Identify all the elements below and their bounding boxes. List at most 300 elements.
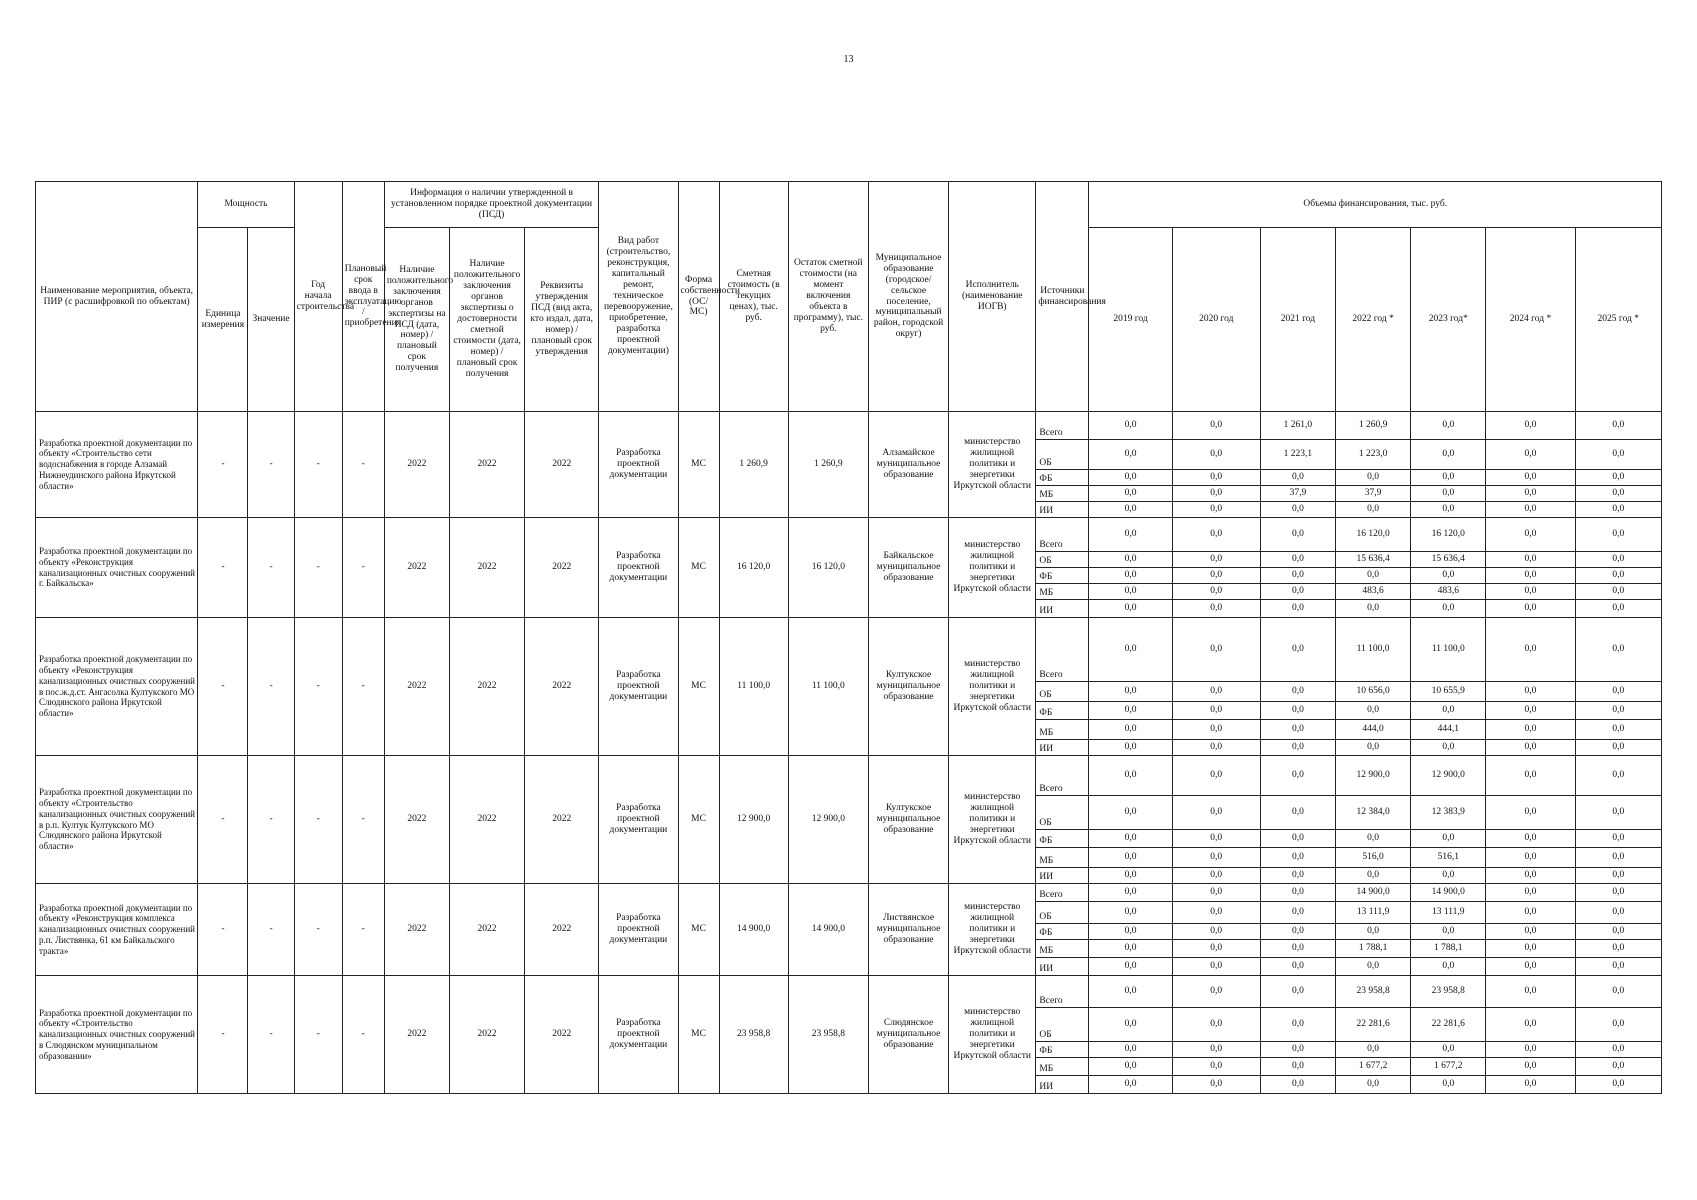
page-number: 13 <box>843 54 854 65</box>
financing-value: 0,0 <box>1575 830 1661 848</box>
financing-value: 0,0 <box>1089 486 1172 502</box>
financing-value: 0,0 <box>1172 1008 1260 1042</box>
financing-value: 0,0 <box>1089 470 1172 486</box>
financing-value: 0,0 <box>1089 740 1172 756</box>
capacity-unit: - <box>198 884 248 976</box>
psd-approval: 2022 <box>525 976 599 1094</box>
financing-value: 0,0 <box>1575 552 1661 568</box>
financing-value: 0,0 <box>1486 518 1575 552</box>
financing-value: 0,0 <box>1260 584 1335 600</box>
header-year-2021: 2021 год <box>1260 228 1335 412</box>
financing-value: 22 281,6 <box>1411 1008 1486 1042</box>
financing-value: 0,0 <box>1260 884 1335 902</box>
estimate-cost: 1 260,9 <box>719 412 788 518</box>
header-estimate-cost: Сметная стоимость (в текущих ценах), тыс. руб. <box>719 182 788 412</box>
header-psd-estimate: Наличие положительного заключения органов экспертизы о достоверности сметной стоимости (дата, номер) / плановый срок получения <box>449 228 524 412</box>
table-row <box>36 756 1662 796</box>
financing-value: 0,0 <box>1172 924 1260 940</box>
remaining-cost: 12 900,0 <box>788 756 868 884</box>
planned-term: - <box>342 884 384 976</box>
financing-value: 0,0 <box>1172 470 1260 486</box>
financing-value: 0,0 <box>1172 682 1260 702</box>
financing-value: 0,0 <box>1411 568 1486 584</box>
remaining-cost: 14 900,0 <box>788 884 868 976</box>
financing-value: 12 900,0 <box>1336 756 1411 796</box>
financing-value: 0,0 <box>1575 868 1661 884</box>
funding-source: ИИ <box>1036 1076 1089 1094</box>
header-year-2022: 2022 год * <box>1336 228 1411 412</box>
financing-value: 0,0 <box>1089 552 1172 568</box>
financing-table <box>35 181 1662 1094</box>
financing-value: 0,0 <box>1486 412 1575 440</box>
capacity-value: - <box>248 756 294 884</box>
financing-value: 0,0 <box>1260 796 1335 830</box>
financing-value: 0,0 <box>1260 720 1335 740</box>
financing-value: 0,0 <box>1260 552 1335 568</box>
header-year-2019: 2019 год <box>1089 228 1172 412</box>
ownership: МС <box>678 412 719 518</box>
header-year-2020: 2020 год <box>1172 228 1260 412</box>
financing-value: 0,0 <box>1575 976 1661 1008</box>
financing-value: 0,0 <box>1260 940 1335 958</box>
header-remaining-cost: Остаток сметной стоимости (на момент включения объекта в программу), тыс. руб. <box>788 182 868 412</box>
financing-value: 0,0 <box>1172 1058 1260 1076</box>
financing-value: 516,0 <box>1336 848 1411 868</box>
financing-value: 0,0 <box>1486 940 1575 958</box>
financing-value: 0,0 <box>1575 486 1661 502</box>
financing-value: 0,0 <box>1089 584 1172 600</box>
table-row <box>36 976 1662 1008</box>
financing-value: 0,0 <box>1260 868 1335 884</box>
financing-value: 13 111,9 <box>1336 902 1411 924</box>
financing-value: 0,0 <box>1172 1076 1260 1094</box>
header-source: Источники финансирования <box>1036 182 1089 412</box>
funding-source: ФБ <box>1036 568 1089 584</box>
funding-source: ФБ <box>1036 470 1089 486</box>
start-year: - <box>294 756 342 884</box>
financing-value: 0,0 <box>1486 720 1575 740</box>
municipality: Листвянское муниципальное образование <box>868 884 948 976</box>
financing-value: 0,0 <box>1260 958 1335 976</box>
financing-value: 0,0 <box>1486 884 1575 902</box>
financing-value: 0,0 <box>1089 940 1172 958</box>
financing-value: 0,0 <box>1172 502 1260 518</box>
psd-estimate: 2022 <box>449 884 524 976</box>
planned-term: - <box>342 976 384 1094</box>
estimate-cost: 11 100,0 <box>719 618 788 756</box>
funding-source: Всего <box>1036 618 1089 682</box>
financing-value: 10 656,0 <box>1336 682 1411 702</box>
funding-source: ОБ <box>1036 552 1089 568</box>
table-body <box>36 412 1662 1094</box>
remaining-cost: 16 120,0 <box>788 518 868 618</box>
project-name: Разработка проектной документации по объекту «Реконструкция канализационных очистных сооружений в пос.ж.д.ст. Ангасолка Култукского МО Слюдянского района Иркутской области» <box>36 618 198 756</box>
financing-value: 0,0 <box>1172 702 1260 720</box>
financing-value: 0,0 <box>1089 868 1172 884</box>
capacity-value: - <box>248 518 294 618</box>
financing-value: 0,0 <box>1411 486 1486 502</box>
financing-value: 0,0 <box>1575 756 1661 796</box>
capacity-value: - <box>248 976 294 1094</box>
planned-term: - <box>342 518 384 618</box>
financing-value: 0,0 <box>1089 412 1172 440</box>
financing-value: 0,0 <box>1336 924 1411 940</box>
header-psd-approval: Реквизиты утверждения ПСД (вид акта, кто издал, дата, номер) / плановый срок утверждения <box>525 228 599 412</box>
table-row <box>36 412 1662 440</box>
financing-value: 0,0 <box>1089 924 1172 940</box>
financing-value: 0,0 <box>1260 1008 1335 1042</box>
work-type: Разработка проектной документации <box>599 518 678 618</box>
psd-expertise: 2022 <box>384 976 449 1094</box>
financing-value: 0,0 <box>1411 868 1486 884</box>
financing-value: 0,0 <box>1575 1042 1661 1058</box>
ownership: МС <box>678 884 719 976</box>
financing-value: 0,0 <box>1575 568 1661 584</box>
financing-value: 0,0 <box>1575 618 1661 682</box>
financing-value: 483,6 <box>1411 584 1486 600</box>
executor: министерство жилищной политики и энергетики Иркутской области <box>949 412 1036 518</box>
funding-source: ИИ <box>1036 868 1089 884</box>
estimate-cost: 23 958,8 <box>719 976 788 1094</box>
funding-source: ОБ <box>1036 440 1089 470</box>
financing-value: 0,0 <box>1336 470 1411 486</box>
financing-value: 16 120,0 <box>1411 518 1486 552</box>
start-year: - <box>294 976 342 1094</box>
financing-value: 0,0 <box>1411 600 1486 618</box>
start-year: - <box>294 412 342 518</box>
financing-value: 37,9 <box>1260 486 1335 502</box>
financing-value: 11 100,0 <box>1411 618 1486 682</box>
financing-value: 0,0 <box>1336 740 1411 756</box>
funding-source: Всего <box>1036 976 1089 1008</box>
financing-value: 0,0 <box>1172 440 1260 470</box>
header-year-2023: 2023 год* <box>1411 228 1486 412</box>
financing-value: 0,0 <box>1260 1058 1335 1076</box>
financing-value: 0,0 <box>1336 1076 1411 1094</box>
remaining-cost: 1 260,9 <box>788 412 868 518</box>
executor: министерство жилищной политики и энергетики Иркутской области <box>949 518 1036 618</box>
header-ownership: Форма собственности (ОС/МС) <box>678 182 719 412</box>
funding-source: МБ <box>1036 720 1089 740</box>
ownership: МС <box>678 518 719 618</box>
funding-source: ОБ <box>1036 1008 1089 1042</box>
financing-value: 0,0 <box>1411 1042 1486 1058</box>
municipality: Култукское муниципальное образование <box>868 756 948 884</box>
financing-value: 0,0 <box>1486 702 1575 720</box>
financing-value: 0,0 <box>1336 702 1411 720</box>
psd-approval: 2022 <box>525 756 599 884</box>
financing-value: 0,0 <box>1260 976 1335 1008</box>
psd-expertise: 2022 <box>384 884 449 976</box>
financing-value: 0,0 <box>1486 600 1575 618</box>
financing-value: 0,0 <box>1172 568 1260 584</box>
planned-term: - <box>342 618 384 756</box>
financing-value: 0,0 <box>1486 1058 1575 1076</box>
financing-value: 0,0 <box>1260 740 1335 756</box>
financing-value: 0,0 <box>1172 796 1260 830</box>
financing-value: 10 655,9 <box>1411 682 1486 702</box>
funding-source: ИИ <box>1036 502 1089 518</box>
capacity-unit: - <box>198 412 248 518</box>
funding-source: МБ <box>1036 486 1089 502</box>
financing-value: 0,0 <box>1260 568 1335 584</box>
financing-value: 0,0 <box>1089 1008 1172 1042</box>
financing-value: 0,0 <box>1575 502 1661 518</box>
financing-value: 0,0 <box>1575 884 1661 902</box>
municipality: Алзамайское муниципальное образование <box>868 412 948 518</box>
financing-value: 0,0 <box>1260 600 1335 618</box>
financing-value: 444,0 <box>1336 720 1411 740</box>
estimate-cost: 14 900,0 <box>719 884 788 976</box>
financing-value: 0,0 <box>1575 440 1661 470</box>
capacity-unit: - <box>198 756 248 884</box>
financing-value: 0,0 <box>1172 618 1260 682</box>
financing-value: 0,0 <box>1411 440 1486 470</box>
financing-value: 0,0 <box>1411 412 1486 440</box>
financing-value: 0,0 <box>1411 702 1486 720</box>
executor: министерство жилищной политики и энергетики Иркутской области <box>949 976 1036 1094</box>
financing-value: 0,0 <box>1260 1042 1335 1058</box>
header-work-type: Вид работ (строительство, реконструкция, капитальный ремонт, техническое перевооружение, приобретение, разработка проектной документации) <box>599 182 678 412</box>
financing-value: 0,0 <box>1575 1076 1661 1094</box>
capacity-unit: - <box>198 618 248 756</box>
psd-expertise: 2022 <box>384 756 449 884</box>
financing-value: 0,0 <box>1486 552 1575 568</box>
financing-value: 0,0 <box>1411 958 1486 976</box>
financing-value: 0,0 <box>1089 600 1172 618</box>
project-name: Разработка проектной документации по объекту «Реконструкция комплекса канализационных очистных сооружений р.п. Листвянка, 61 км Байкальского тракта» <box>36 884 198 976</box>
financing-value: 11 100,0 <box>1336 618 1411 682</box>
start-year: - <box>294 884 342 976</box>
financing-value: 0,0 <box>1172 940 1260 958</box>
financing-value: 0,0 <box>1486 1076 1575 1094</box>
municipality: Слюдянское муниципальное образование <box>868 976 948 1094</box>
financing-value: 0,0 <box>1172 412 1260 440</box>
funding-source: ИИ <box>1036 958 1089 976</box>
funding-source: ФБ <box>1036 830 1089 848</box>
financing-value: 0,0 <box>1089 796 1172 830</box>
financing-value: 0,0 <box>1260 518 1335 552</box>
financing-value: 0,0 <box>1260 848 1335 868</box>
financing-value: 0,0 <box>1089 848 1172 868</box>
financing-value: 0,0 <box>1172 600 1260 618</box>
financing-value: 0,0 <box>1575 682 1661 702</box>
header-start-year: Год начала строительства <box>294 182 342 412</box>
financing-value: 0,0 <box>1260 924 1335 940</box>
header-year-2025: 2025 год * <box>1575 228 1661 412</box>
work-type: Разработка проектной документации <box>599 618 678 756</box>
financing-value: 0,0 <box>1336 502 1411 518</box>
financing-value: 0,0 <box>1172 1042 1260 1058</box>
remaining-cost: 23 958,8 <box>788 976 868 1094</box>
psd-expertise: 2022 <box>384 412 449 518</box>
funding-source: МБ <box>1036 940 1089 958</box>
financing-value: 0,0 <box>1575 412 1661 440</box>
financing-value: 0,0 <box>1089 884 1172 902</box>
psd-approval: 2022 <box>525 412 599 518</box>
financing-value: 0,0 <box>1260 1076 1335 1094</box>
project-name: Разработка проектной документации по объекту «Строительство сети водоснабжения в городе Алзамай Нижнеудинского района Иркутской области» <box>36 412 198 518</box>
work-type: Разработка проектной документации <box>599 884 678 976</box>
funding-source: Всего <box>1036 412 1089 440</box>
executor: министерство жилищной политики и энергетики Иркутской области <box>949 618 1036 756</box>
financing-value: 0,0 <box>1486 796 1575 830</box>
start-year: - <box>294 618 342 756</box>
capacity-value: - <box>248 412 294 518</box>
financing-value: 0,0 <box>1260 618 1335 682</box>
ownership: МС <box>678 976 719 1094</box>
table-row <box>36 518 1662 552</box>
financing-value: 0,0 <box>1089 518 1172 552</box>
financing-value: 0,0 <box>1089 502 1172 518</box>
financing-value: 516,1 <box>1411 848 1486 868</box>
financing-value: 444,1 <box>1411 720 1486 740</box>
financing-value: 0,0 <box>1486 618 1575 682</box>
psd-expertise: 2022 <box>384 518 449 618</box>
financing-value: 0,0 <box>1172 518 1260 552</box>
financing-value: 0,0 <box>1575 470 1661 486</box>
financing-value: 0,0 <box>1486 568 1575 584</box>
remaining-cost: 11 100,0 <box>788 618 868 756</box>
header-executor: Исполнитель (наименование ИОГВ) <box>949 182 1036 412</box>
funding-source: Всего <box>1036 756 1089 796</box>
financing-value: 0,0 <box>1486 756 1575 796</box>
header-capacity: Мощность <box>198 182 294 228</box>
funding-source: ОБ <box>1036 796 1089 830</box>
financing-value: 0,0 <box>1260 470 1335 486</box>
funding-source: Всего <box>1036 884 1089 902</box>
header-financing-group: Объемы финансирования, тыс. руб. <box>1089 182 1662 228</box>
table-header <box>36 182 1662 412</box>
financing-value: 15 636,4 <box>1411 552 1486 568</box>
header-unit: Единица измерения <box>198 228 248 412</box>
financing-value: 0,0 <box>1411 470 1486 486</box>
psd-estimate: 2022 <box>449 756 524 884</box>
financing-value: 1 261,0 <box>1260 412 1335 440</box>
psd-expertise: 2022 <box>384 618 449 756</box>
financing-value: 0,0 <box>1172 848 1260 868</box>
funding-source: МБ <box>1036 848 1089 868</box>
estimate-cost: 12 900,0 <box>719 756 788 884</box>
funding-source: ФБ <box>1036 1042 1089 1058</box>
financing-value: 0,0 <box>1336 830 1411 848</box>
psd-estimate: 2022 <box>449 976 524 1094</box>
ownership: МС <box>678 756 719 884</box>
financing-value: 0,0 <box>1172 552 1260 568</box>
start-year: - <box>294 518 342 618</box>
financing-value: 0,0 <box>1172 584 1260 600</box>
financing-value: 0,0 <box>1260 756 1335 796</box>
funding-source: Всего <box>1036 518 1089 552</box>
header-value: Значение <box>248 228 294 412</box>
financing-value: 0,0 <box>1486 830 1575 848</box>
financing-value: 37,9 <box>1336 486 1411 502</box>
work-type: Разработка проектной документации <box>599 976 678 1094</box>
financing-value: 0,0 <box>1172 756 1260 796</box>
financing-value: 1 260,9 <box>1336 412 1411 440</box>
financing-value: 0,0 <box>1089 1042 1172 1058</box>
municipality: Култукское муниципальное образование <box>868 618 948 756</box>
financing-value: 0,0 <box>1411 830 1486 848</box>
financing-value: 0,0 <box>1089 720 1172 740</box>
project-name: Разработка проектной документации по объекту «Строительство канализационных очистных сооружений в р.п. Култук Култукского МО Слюдянского района Иркутской области» <box>36 756 198 884</box>
financing-value: 0,0 <box>1172 976 1260 1008</box>
financing-value: 1 788,1 <box>1336 940 1411 958</box>
funding-source: ФБ <box>1036 702 1089 720</box>
psd-estimate: 2022 <box>449 412 524 518</box>
financing-value: 14 900,0 <box>1411 884 1486 902</box>
header-municipality: Муниципальное образование (городское/сельское поселение, муниципальный район, городской округ) <box>868 182 948 412</box>
capacity-unit: - <box>198 976 248 1094</box>
financing-value: 483,6 <box>1336 584 1411 600</box>
work-type: Разработка проектной документации <box>599 756 678 884</box>
financing-value: 0,0 <box>1089 830 1172 848</box>
financing-value: 1 677,2 <box>1336 1058 1411 1076</box>
financing-value: 0,0 <box>1411 924 1486 940</box>
financing-value: 0,0 <box>1172 902 1260 924</box>
funding-source: ФБ <box>1036 924 1089 940</box>
financing-value: 0,0 <box>1336 568 1411 584</box>
psd-approval: 2022 <box>525 518 599 618</box>
financing-value: 0,0 <box>1486 868 1575 884</box>
financing-value: 0,0 <box>1260 902 1335 924</box>
header-planned-term: Плановый срок ввода в эксплуатацию / приобретения <box>342 182 384 412</box>
financing-value: 0,0 <box>1089 440 1172 470</box>
funding-source: ИИ <box>1036 740 1089 756</box>
financing-value: 0,0 <box>1172 740 1260 756</box>
planned-term: - <box>342 412 384 518</box>
financing-value: 0,0 <box>1486 584 1575 600</box>
financing-value: 0,0 <box>1575 1058 1661 1076</box>
financing-value: 0,0 <box>1486 440 1575 470</box>
financing-value: 12 900,0 <box>1411 756 1486 796</box>
financing-value: 0,0 <box>1260 502 1335 518</box>
financing-value: 1 788,1 <box>1411 940 1486 958</box>
executor: министерство жилищной политики и энергетики Иркутской области <box>949 756 1036 884</box>
financing-value: 0,0 <box>1411 740 1486 756</box>
financing-value: 0,0 <box>1172 884 1260 902</box>
financing-value: 0,0 <box>1089 702 1172 720</box>
financing-value: 0,0 <box>1575 924 1661 940</box>
planned-term: - <box>342 756 384 884</box>
financing-value: 0,0 <box>1486 1008 1575 1042</box>
capacity-unit: - <box>198 518 248 618</box>
financing-value: 0,0 <box>1172 720 1260 740</box>
financing-value: 0,0 <box>1089 618 1172 682</box>
financing-value: 1 223,0 <box>1336 440 1411 470</box>
financing-value: 0,0 <box>1575 848 1661 868</box>
funding-source: МБ <box>1036 584 1089 600</box>
financing-value: 0,0 <box>1260 830 1335 848</box>
financing-value: 13 111,9 <box>1411 902 1486 924</box>
financing-value: 0,0 <box>1089 958 1172 976</box>
financing-value: 0,0 <box>1172 868 1260 884</box>
financing-value: 0,0 <box>1260 702 1335 720</box>
psd-approval: 2022 <box>525 618 599 756</box>
financing-value: 0,0 <box>1486 958 1575 976</box>
financing-value: 0,0 <box>1089 1058 1172 1076</box>
estimate-cost: 16 120,0 <box>719 518 788 618</box>
psd-approval: 2022 <box>525 884 599 976</box>
psd-estimate: 2022 <box>449 618 524 756</box>
table-row <box>36 618 1662 682</box>
financing-value: 0,0 <box>1575 584 1661 600</box>
financing-value: 0,0 <box>1411 1076 1486 1094</box>
financing-value: 12 384,0 <box>1336 796 1411 830</box>
funding-source: ОБ <box>1036 682 1089 702</box>
funding-source: МБ <box>1036 1058 1089 1076</box>
financing-value: 0,0 <box>1575 796 1661 830</box>
